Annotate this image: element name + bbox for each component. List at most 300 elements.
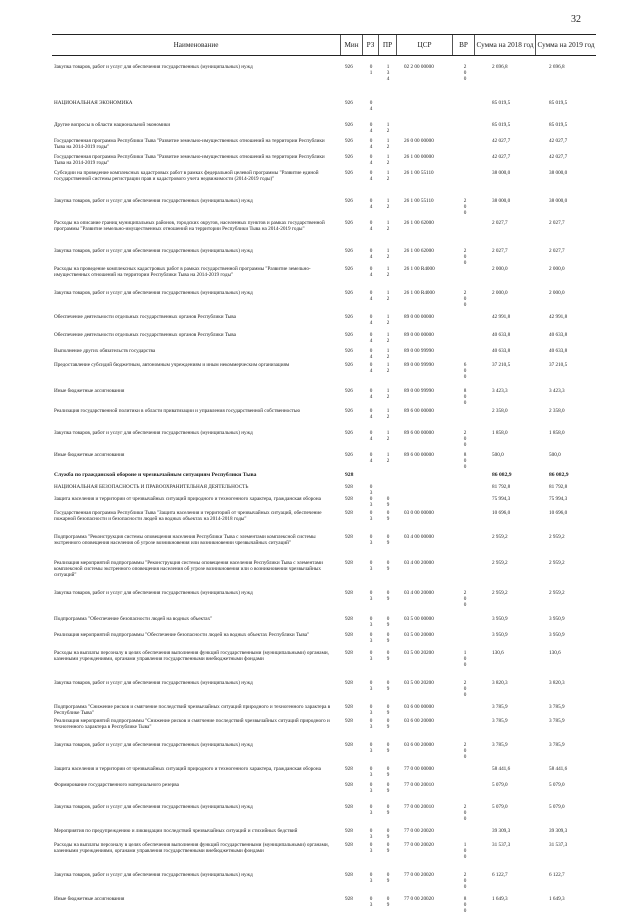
row-rz-digit: 0 — [369, 680, 373, 686]
row-sum-2019: 5 079,0 — [549, 782, 565, 788]
row-sum-2018: 130,6 — [492, 650, 504, 656]
row-tsr: 03 4 00 20000 — [404, 590, 434, 596]
row-min: 926 — [345, 122, 353, 128]
row-sum-2018: 3 423,3 — [492, 388, 508, 394]
row-rz-digit: 0 — [369, 560, 373, 566]
row-pr-digit: 9 — [386, 878, 390, 884]
row-sum-2018: 1 858,0 — [492, 430, 508, 436]
row-vr-digit: 0 — [463, 254, 467, 260]
row-sum-2019: 5 079,0 — [549, 804, 565, 810]
row-sum-2018: 81 792,8 — [492, 484, 511, 490]
row-rz-digit: 0 — [369, 484, 373, 490]
row-name: Формирование государственного материального резерва — [54, 782, 179, 788]
row-pr-digit: 2 — [386, 458, 390, 464]
row-sum-2018: 40 633,8 — [492, 348, 511, 354]
row-vr-digit: 0 — [463, 656, 467, 662]
row-rz — [367, 388, 375, 400]
row-min: 926 — [345, 220, 353, 226]
row-name: Подпрограмма "Реконструкция системы оповещения населения Республики Тыва с элементами комплексной системы экстренного оповещения населения об угрозе возникновения или возникновении чрезвычайных ситуаций" — [54, 534, 316, 546]
row-pr-digit: 2 — [386, 226, 390, 232]
row-rz-digit: 4 — [369, 368, 373, 374]
row-tsr: 03 6 00 20000 — [404, 742, 434, 748]
row-sum-2019: 3 785,9 — [549, 718, 565, 724]
row-name: НАЦИОНАЛЬНАЯ БЕЗОПАСНОСТЬ И ПРАВООХРАНИТЕЛЬНАЯ ДЕЯТЕЛЬНОСТЬ — [54, 484, 249, 490]
row-sum-2018: 2 027,7 — [492, 248, 508, 254]
row-pr — [383, 560, 393, 572]
row-pr-digit: 1 — [386, 314, 390, 320]
row-vr-digit: 0 — [463, 692, 467, 698]
row-rz — [367, 154, 375, 166]
row-rz — [367, 766, 375, 778]
row-rz-digit: 4 — [369, 128, 373, 134]
row-rz-digit: 4 — [369, 320, 373, 326]
row-sum-2019: 85 019,5 — [549, 100, 568, 106]
row-min: 926 — [345, 266, 353, 272]
row-rz-digit: 4 — [369, 254, 373, 260]
row-rz-digit: 0 — [369, 248, 373, 254]
row-pr-digit: 1 — [386, 170, 390, 176]
row-sum-2019: 85 019,5 — [549, 122, 568, 128]
row-rz — [367, 408, 375, 420]
row-sum-2019: 38 000,0 — [549, 198, 568, 204]
row-min: 926 — [345, 348, 353, 354]
row-sum-2019: 37 210,5 — [549, 362, 568, 368]
row-tsr: 03 6 00 20000 — [404, 718, 434, 724]
row-rz-digit: 0 — [369, 362, 373, 368]
row-pr-digit: 9 — [386, 810, 390, 816]
row-vr-digit: 0 — [463, 260, 467, 266]
row-sum-2018: 2 358,0 — [492, 408, 508, 414]
row-tsr: 77 0 00 20010 — [404, 782, 434, 788]
row-pr-digit: 1 — [386, 332, 390, 338]
row-rz-digit: 4 — [369, 144, 373, 150]
row-vr-digit: 2 — [463, 804, 467, 810]
row-name: Иные бюджетные ассигнования — [54, 388, 125, 394]
row-sum-2019: 75 994,3 — [549, 496, 568, 502]
row-vr-digit: 2 — [463, 64, 467, 70]
row-sum-2019: 39 309,3 — [549, 828, 568, 834]
row-min: 928 — [345, 496, 353, 502]
row-rz-digit: 4 — [369, 272, 373, 278]
row-sum-2018: 38 000,0 — [492, 198, 511, 204]
col-min-header: Мин — [340, 35, 362, 55]
row-pr-digit: 0 — [386, 650, 390, 656]
row-rz-digit: 0 — [369, 766, 373, 772]
row-rz — [367, 718, 375, 730]
row-rz — [367, 782, 375, 794]
row-rz-digit: 0 — [369, 314, 373, 320]
row-sum-2019: 3 785,9 — [549, 704, 565, 710]
row-rz — [367, 122, 375, 134]
row-pr-digit: 1 — [386, 408, 390, 414]
row-sum-2019: 3 950,9 — [549, 616, 565, 622]
table-header — [52, 34, 596, 56]
row-rz — [367, 170, 375, 182]
row-sum-2019: 58 441,6 — [549, 766, 568, 772]
row-pr — [383, 590, 393, 602]
row-vr-digit: 0 — [463, 810, 467, 816]
row-name: Расходы на выплаты персоналу в целях обеспечения выполнения функций государственными (муниципальными) органами, казенными учреждениями, органами управления государственными внебюджетными фондами — [54, 842, 329, 854]
row-name: Закупка товаров, работ и услуг для обеспечения государственных (муниципальных) нужд — [54, 290, 253, 296]
row-name: Подпрограмма "Обеспечение безопасности людей на водных объектах" — [54, 616, 213, 622]
row-rz-digit: 3 — [369, 656, 373, 662]
row-pr — [383, 616, 393, 628]
row-rz-digit: 4 — [369, 296, 373, 302]
row-pr-digit: 2 — [386, 254, 390, 260]
row-min: 926 — [345, 452, 353, 458]
row-rz-digit: 0 — [369, 828, 373, 834]
row-tsr: 26 0 00 00000 — [404, 138, 434, 144]
row-min: 926 — [345, 332, 353, 338]
row-min: 928 — [345, 650, 353, 656]
row-sum-2019: 2 027,7 — [549, 220, 565, 226]
row-vr-digit: 2 — [463, 248, 467, 254]
row-pr-digit: 2 — [386, 176, 390, 182]
row-sum-2019: 2 000,0 — [549, 266, 565, 272]
row-sum-2019: 2 358,0 — [549, 408, 565, 414]
row-vr-digit: 0 — [463, 204, 467, 210]
row-name: Закупка товаров, работ и услуг для обеспечения государственных (муниципальных) нужд — [54, 872, 253, 878]
row-pr — [383, 290, 393, 302]
row-pr-digit: 9 — [386, 596, 390, 602]
row-vr-digit: 0 — [463, 374, 467, 380]
row-pr-digit: 9 — [386, 848, 390, 854]
row-vr-digit: 0 — [463, 878, 467, 884]
row-pr-digit: 0 — [386, 766, 390, 772]
row-sum-2018: 3 950,9 — [492, 616, 508, 622]
row-rz-digit: 0 — [369, 804, 373, 810]
row-name: Выполнение других обязательств государства — [54, 348, 156, 354]
row-rz-digit: 0 — [369, 408, 373, 414]
row-pr-digit: 0 — [386, 842, 390, 848]
row-pr — [383, 782, 393, 794]
row-name: Закупка товаров, работ и услуг для обеспечения государственных (муниципальных) нужд — [54, 198, 253, 204]
row-vr-digit: 0 — [463, 296, 467, 302]
row-pr-digit: 9 — [386, 540, 390, 546]
row-name: Закупка товаров, работ и услуг для обеспечения государственных (муниципальных) нужд — [54, 248, 253, 254]
row-pr — [383, 138, 393, 150]
row-rz-digit: 3 — [369, 748, 373, 754]
row-pr-digit: 2 — [386, 160, 390, 166]
row-min: 928 — [345, 472, 354, 478]
row-rz-digit: 4 — [369, 176, 373, 182]
row-rz — [367, 804, 375, 816]
row-pr-digit: 1 — [386, 388, 390, 394]
row-rz — [367, 560, 375, 572]
row-pr-digit: 1 — [386, 138, 390, 144]
row-min: 928 — [345, 510, 353, 516]
row-name: Подпрограмма "Снижение рисков и смягчение последствий чрезвычайных ситуаций природного и техногенного характера в Республике Тыва" — [54, 704, 331, 716]
row-vr-digit: 2 — [463, 590, 467, 596]
row-tsr: 89 0 00 00000 — [404, 314, 434, 320]
row-rz-digit: 0 — [369, 632, 373, 638]
row-min: 926 — [345, 314, 353, 320]
row-rz-digit: 3 — [369, 686, 373, 692]
row-vr — [461, 362, 469, 380]
row-vr-digit: 6 — [463, 362, 467, 368]
row-min: 928 — [345, 828, 353, 834]
row-min: 928 — [345, 484, 353, 490]
row-vr-digit: 0 — [463, 436, 467, 442]
row-pr-digit: 2 — [386, 414, 390, 420]
row-min: 926 — [345, 198, 353, 204]
row-rz-digit: 4 — [369, 436, 373, 442]
row-tsr: 03 5 00 20000 — [404, 632, 434, 638]
row-rz — [367, 452, 375, 464]
row-pr-digit: 1 — [386, 266, 390, 272]
row-vr — [461, 742, 469, 760]
row-sum-2018: 42 027,7 — [492, 154, 511, 160]
row-vr-digit: 0 — [463, 464, 467, 470]
row-sum-2018: 58 441,6 — [492, 766, 511, 772]
row-name: Служба по гражданской обороне и чрезвычайным ситуациям Республики Тыва — [54, 472, 257, 478]
row-rz-digit: 0 — [369, 616, 373, 622]
row-name: Закупка товаров, работ и услуг для обеспечения государственных (муниципальных) нужд — [54, 430, 253, 436]
row-rz-digit: 0 — [369, 650, 373, 656]
row-name: Субсидии на проведение комплексных кадастровых работ в рамках федеральной целевой программы "Развитие единой государственной системы регистрации прав и кадастрового учета недвижимости (2014-2019 годы)" — [54, 170, 319, 182]
row-sum-2018: 3 785,9 — [492, 718, 508, 724]
row-rz-digit: 3 — [369, 878, 373, 884]
row-rz — [367, 616, 375, 628]
row-rz — [367, 872, 375, 884]
row-rz-digit: 4 — [369, 394, 373, 400]
row-vr-digit: 0 — [463, 662, 467, 668]
row-pr-digit: 0 — [386, 718, 390, 724]
row-pr — [383, 348, 393, 360]
row-pr — [383, 314, 393, 326]
row-pr-digit: 0 — [386, 872, 390, 878]
row-pr — [383, 362, 393, 374]
row-name: Закупка товаров, работ и услуг для обеспечения государственных (муниципальных) нужд — [54, 804, 253, 810]
row-pr-digit: 0 — [386, 782, 390, 788]
row-pr-digit: 0 — [386, 742, 390, 748]
row-vr — [461, 388, 469, 406]
row-name: Иные бюджетные ассигнования — [54, 452, 125, 458]
row-sum-2019: 42 027,7 — [549, 154, 568, 160]
row-sum-2018: 1 649,3 — [492, 896, 508, 902]
row-vr-digit: 0 — [463, 302, 467, 308]
row-name: Реализация мероприятий подпрограммы "Реконструкция системы оповещения населения Республики Тыва с элементами комплексной системы экстренного оповещения населения об угрозе возникновения или о возникновении чрезвычайных ситуаций" — [54, 560, 323, 578]
row-pr-digit: 0 — [386, 632, 390, 638]
row-sum-2019: 500,0 — [549, 452, 561, 458]
row-sum-2018: 5 079,0 — [492, 782, 508, 788]
row-sum-2018: 42 991,8 — [492, 314, 511, 320]
row-sum-2019: 31 537,3 — [549, 842, 568, 848]
row-pr-digit: 2 — [386, 204, 390, 210]
row-sum-2019: 81 792,8 — [549, 484, 568, 490]
row-pr-digit: 2 — [386, 128, 390, 134]
row-min: 926 — [345, 430, 353, 436]
row-rz-digit: 3 — [369, 502, 373, 508]
row-pr — [383, 896, 393, 908]
row-name: Реализация мероприятий подпрограммы "Снижение рисков и смягчение последствий чрезвычайных ситуаций природного и техногенного характера в Республике Тыва" — [54, 718, 330, 730]
row-pr-digit: 1 — [386, 362, 390, 368]
row-pr — [383, 154, 393, 166]
row-name: Защита населения и территории от чрезвычайных ситуаций природного и техногенного характера, гражданская оборона — [54, 766, 321, 772]
row-rz — [367, 220, 375, 232]
col-rz-header: РЗ — [362, 35, 378, 55]
row-name: НАЦИОНАЛЬНАЯ ЭКОНОМИКА — [54, 100, 133, 106]
row-rz-digit: 0 — [369, 266, 373, 272]
row-rz-digit: 3 — [369, 902, 373, 908]
row-pr-digit: 1 — [386, 122, 390, 128]
col-2018-header: Сумма на 2018 год — [474, 35, 535, 55]
row-vr-digit: 2 — [463, 198, 467, 204]
row-vr-digit: 0 — [463, 686, 467, 692]
row-sum-2018: 3 950,9 — [492, 632, 508, 638]
row-min: 928 — [345, 632, 353, 638]
row-rz — [367, 290, 375, 302]
row-min: 928 — [345, 742, 353, 748]
row-tsr: 89 6 00 00000 — [404, 452, 434, 458]
row-sum-2019: 3 820,3 — [549, 680, 565, 686]
row-tsr: 26 1 00 55110 — [404, 198, 434, 204]
row-pr — [383, 64, 393, 82]
row-sum-2019: 3 950,9 — [549, 632, 565, 638]
row-sum-2018: 39 309,3 — [492, 828, 511, 834]
row-tsr: 26 1 00 62000 — [404, 220, 434, 226]
col-vr-header: ВР — [452, 35, 474, 55]
row-rz — [367, 138, 375, 150]
row-rz-digit: 4 — [369, 204, 373, 210]
row-sum-2018: 75 994,3 — [492, 496, 511, 502]
row-rz-digit: 3 — [369, 622, 373, 628]
row-min: 928 — [345, 534, 353, 540]
row-rz-digit: 4 — [369, 106, 373, 112]
row-min: 926 — [345, 248, 353, 254]
row-sum-2019: 2 959,2 — [549, 534, 565, 540]
row-rz-digit: 0 — [369, 348, 373, 354]
row-min: 928 — [345, 560, 353, 566]
row-pr — [383, 122, 393, 134]
row-pr-digit: 1 — [386, 348, 390, 354]
row-sum-2018: 500,0 — [492, 452, 504, 458]
row-vr — [461, 590, 469, 608]
row-sum-2018: 2 959,2 — [492, 534, 508, 540]
row-tsr: 03 4 00 20000 — [404, 560, 434, 566]
row-sum-2019: 42 027,7 — [549, 138, 568, 144]
row-name: Расходы на описание границ муниципальных районов, городских округов, населенных пунктов и рамках государственной программы "Развитие земельно-имущественных отношений на территории Республики Тыва на 2014-2019 годы" — [54, 220, 325, 232]
row-min: 928 — [345, 680, 353, 686]
row-pr — [383, 198, 393, 210]
row-vr-digit: 1 — [463, 842, 467, 848]
row-pr-digit: 9 — [386, 724, 390, 730]
row-rz-digit: 0 — [369, 896, 373, 902]
row-rz-digit: 4 — [369, 458, 373, 464]
row-rz — [367, 100, 375, 112]
row-rz — [367, 64, 375, 76]
row-vr-digit: 0 — [463, 76, 467, 82]
row-rz — [367, 650, 375, 662]
row-rz-digit: 0 — [369, 510, 373, 516]
row-pr — [383, 248, 393, 260]
row-pr-digit: 1 — [386, 154, 390, 160]
row-vr-digit: 0 — [463, 848, 467, 854]
row-rz-digit: 0 — [369, 590, 373, 596]
row-rz-digit: 0 — [369, 122, 373, 128]
row-min: 926 — [345, 64, 353, 70]
row-tsr: 77 0 00 20020 — [404, 896, 434, 902]
row-rz-digit: 3 — [369, 772, 373, 778]
row-name: Реализация государственной политики в области приватизации и управления государственной собственностью — [54, 408, 301, 414]
row-name: Закупка товаров, работ и услуг для обеспечения государственных (муниципальных) нужд — [54, 680, 253, 686]
row-vr-digit: 0 — [463, 400, 467, 406]
row-vr-digit: 2 — [463, 680, 467, 686]
row-name: Иные бюджетные ассигнования — [54, 896, 125, 902]
row-rz-digit: 0 — [369, 100, 373, 106]
row-tsr: 89 6 00 00000 — [404, 408, 434, 414]
row-pr — [383, 680, 393, 692]
row-vr-digit: 2 — [463, 290, 467, 296]
row-pr — [383, 510, 393, 522]
row-rz-digit: 0 — [369, 704, 373, 710]
row-vr — [461, 248, 469, 266]
row-rz-digit: 3 — [369, 724, 373, 730]
row-sum-2019: 1 858,0 — [549, 430, 565, 436]
row-vr — [461, 452, 469, 470]
row-vr-digit: 0 — [463, 884, 467, 890]
row-tsr: 77 0 00 00000 — [404, 766, 434, 772]
row-min: 928 — [345, 704, 353, 710]
row-pr-digit: 1 — [386, 220, 390, 226]
row-rz — [367, 534, 375, 546]
row-rz-digit: 3 — [369, 810, 373, 816]
row-vr-digit: 0 — [463, 210, 467, 216]
row-rz — [367, 332, 375, 344]
row-sum-2018: 38 000,0 — [492, 170, 511, 176]
col-2019-header: Сумма на 2019 год — [535, 35, 596, 55]
row-vr — [461, 290, 469, 308]
row-name: Закупка товаров, работ и услуг для обеспечения государственных (муниципальных) нужд — [54, 742, 253, 748]
row-rz-digit: 0 — [369, 220, 373, 226]
row-pr-digit: 0 — [386, 680, 390, 686]
row-sum-2019: 2 959,2 — [549, 590, 565, 596]
row-min: 928 — [345, 718, 353, 724]
row-rz-digit: 0 — [369, 842, 373, 848]
row-sum-2019: 3 785,9 — [549, 742, 565, 748]
row-pr — [383, 650, 393, 662]
row-min: 928 — [345, 766, 353, 772]
row-rz-digit: 0 — [369, 718, 373, 724]
row-rz — [367, 266, 375, 278]
row-tsr: 89 0 00 99990 — [404, 388, 434, 394]
row-rz-digit: 0 — [369, 332, 373, 338]
row-vr-digit: 8 — [463, 896, 467, 902]
row-vr-digit: 2 — [463, 872, 467, 878]
row-pr-digit: 9 — [386, 902, 390, 908]
col-pr-header: ПР — [378, 35, 396, 55]
row-tsr: 77 0 00 20020 — [404, 842, 434, 848]
row-rz-digit: 0 — [369, 534, 373, 540]
row-sum-2018: 5 079,0 — [492, 804, 508, 810]
row-pr — [383, 266, 393, 278]
row-sum-2018: 2 027,7 — [492, 220, 508, 226]
row-rz-digit: 4 — [369, 338, 373, 344]
row-rz-digit: 3 — [369, 848, 373, 854]
row-pr-digit: 9 — [386, 834, 390, 840]
row-sum-2019: 42 991,8 — [549, 314, 568, 320]
page-number: 32 — [571, 14, 581, 25]
row-min: 928 — [345, 872, 353, 878]
row-min: 926 — [345, 170, 353, 176]
row-min: 926 — [345, 362, 353, 368]
row-tsr: 89 0 00 00000 — [404, 332, 434, 338]
row-vr — [461, 804, 469, 822]
row-rz-digit: 4 — [369, 354, 373, 360]
row-vr-digit: 0 — [463, 368, 467, 374]
row-name: Реализация мероприятий подпрограммы "Обеспечение безопасности людей на водных объектах Республики Тыва" — [54, 632, 310, 638]
row-min: 926 — [345, 388, 353, 394]
